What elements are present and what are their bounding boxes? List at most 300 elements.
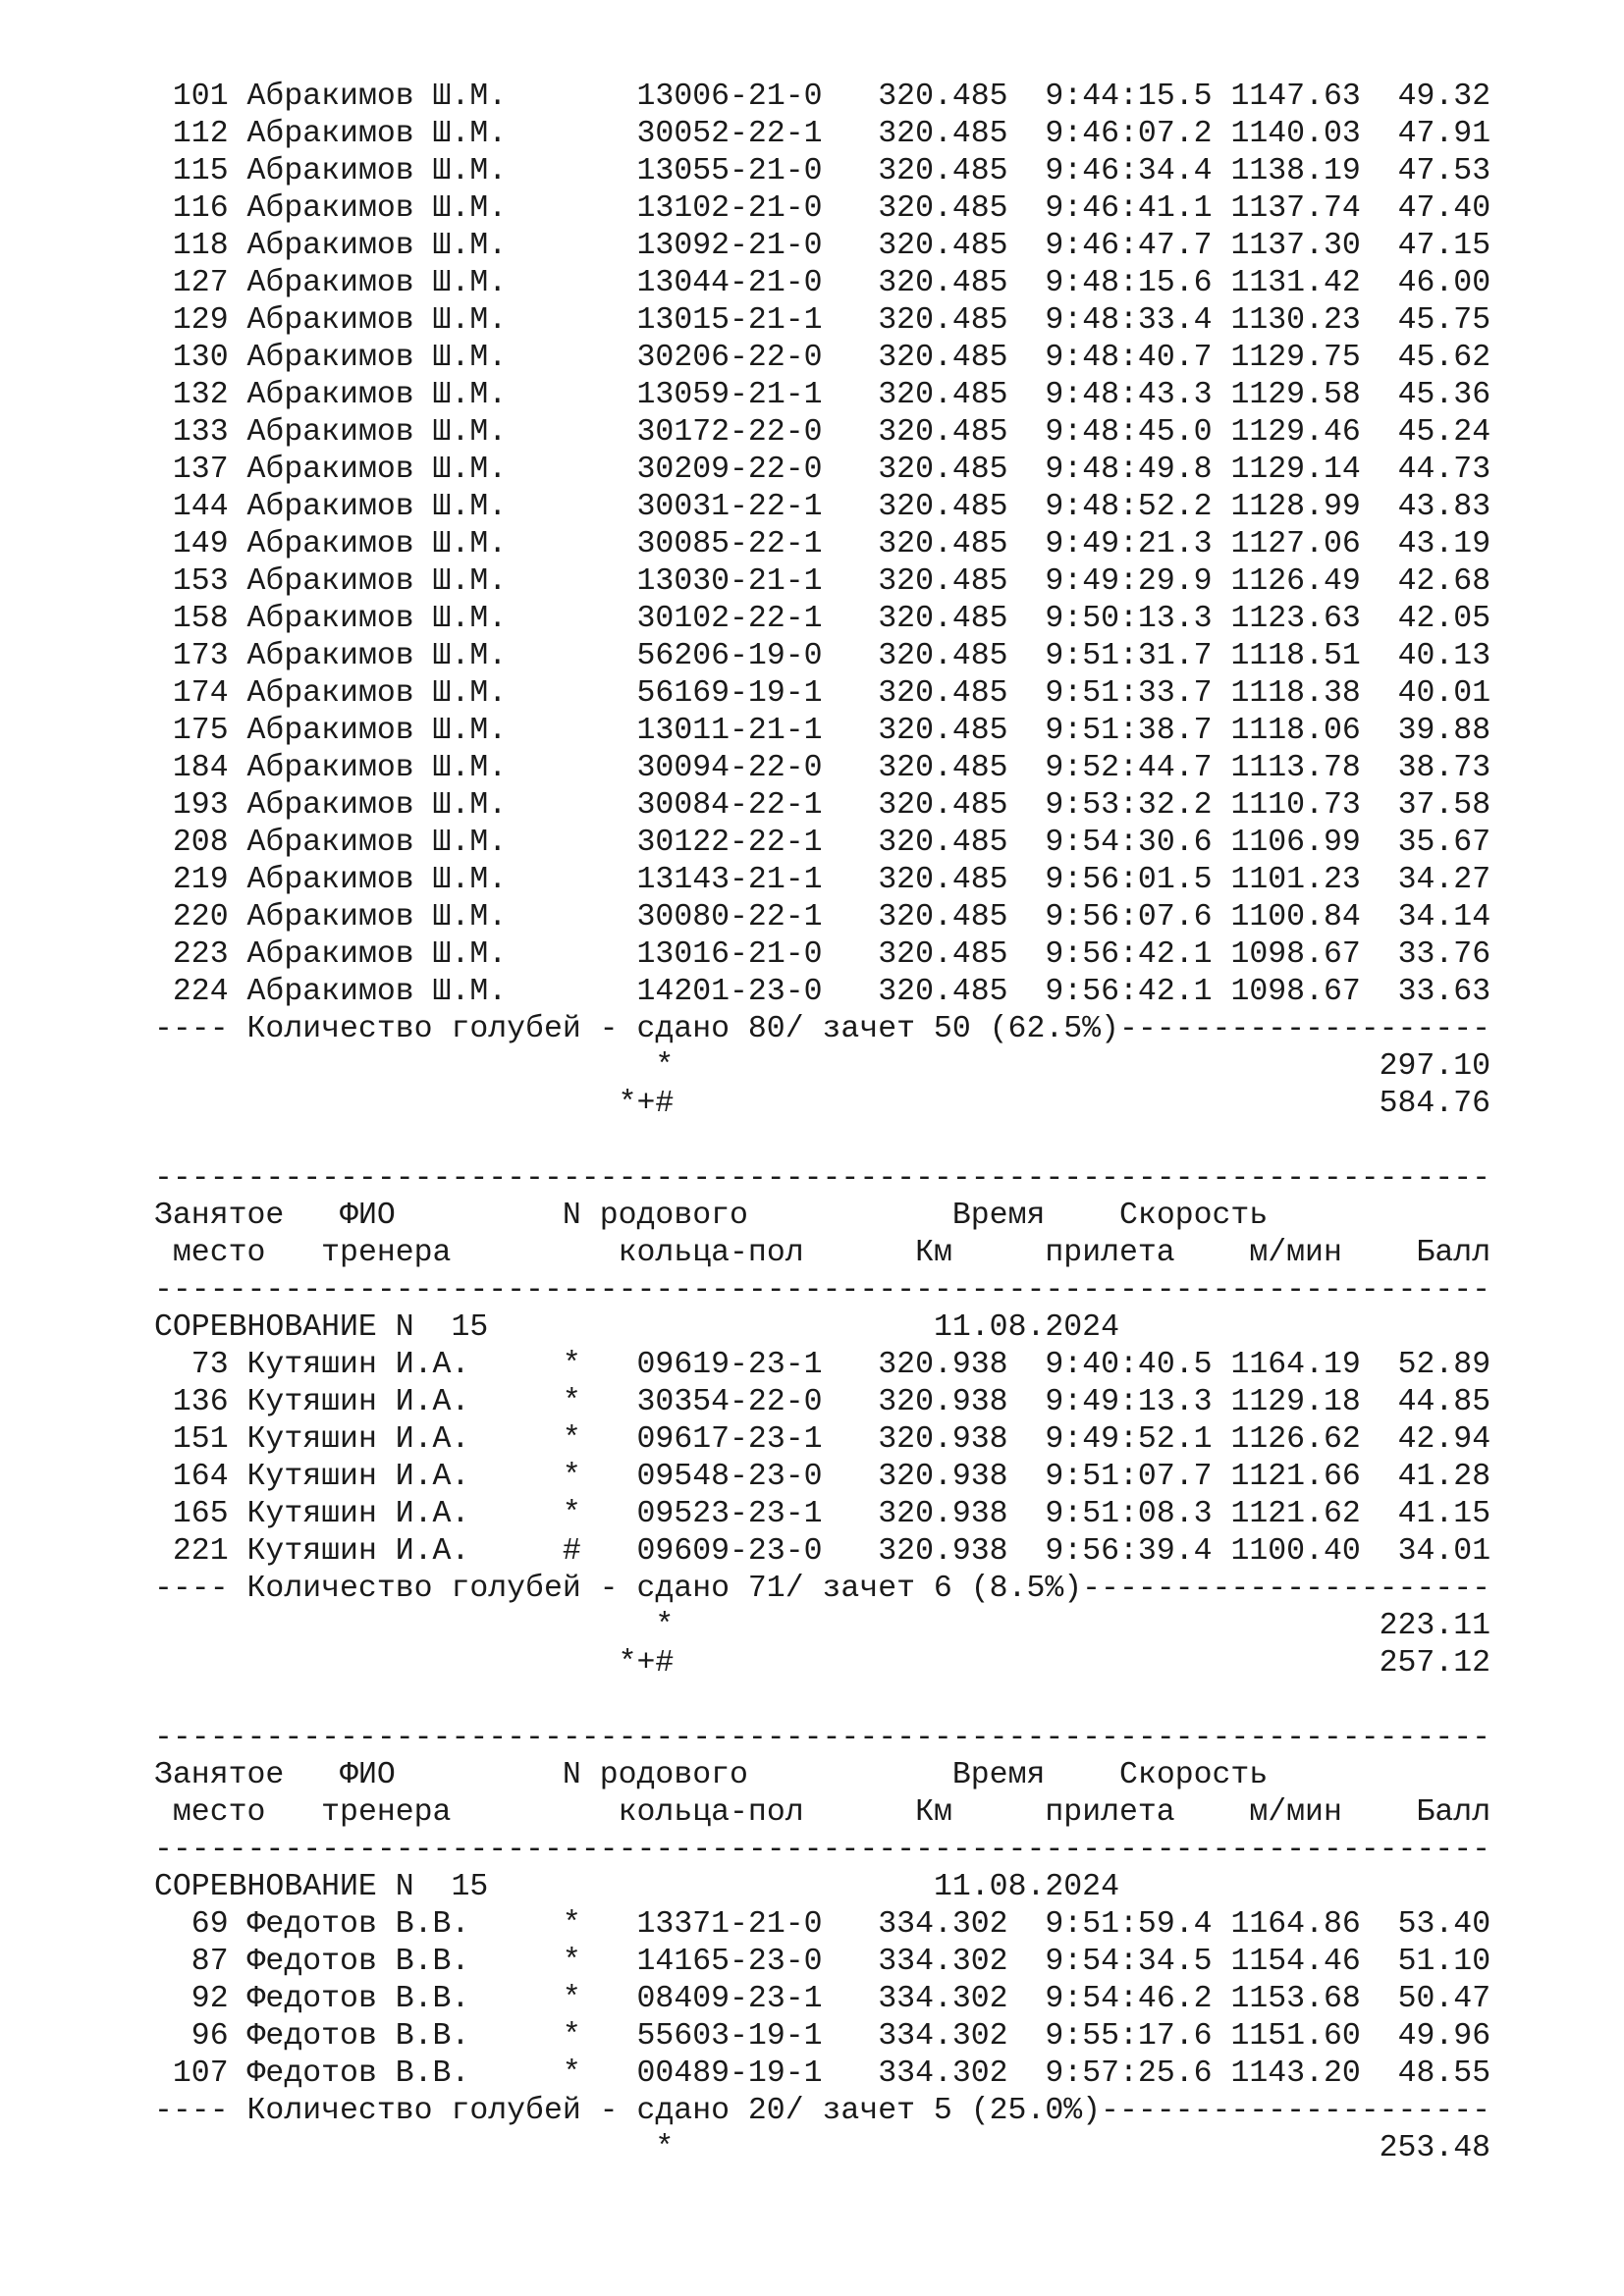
speed-cell: 1100.40 [1230, 1534, 1361, 1569]
score-cell: 52.89 [1360, 1348, 1491, 1382]
place-cell: 132 [172, 378, 229, 412]
table-row [154, 750, 1490, 787]
ring-cell: 56206-19-0 [636, 639, 879, 673]
place-cell: 175 [172, 714, 229, 748]
trainer-name-cell: Абракимов Ш.М. [246, 602, 563, 636]
ring-cell: 30102-22-1 [636, 602, 879, 636]
place-cell: 116 [172, 191, 229, 226]
speed-cell: 1128.99 [1230, 490, 1361, 524]
ring-cell: 13016-21-0 [636, 937, 879, 972]
km-cell: 320.485 [878, 341, 1046, 375]
total-value: 223.11 [1379, 1609, 1491, 1643]
arrival-time-cell: 9:56:01.5 [1045, 863, 1213, 897]
km-cell: 320.485 [878, 266, 1046, 300]
mark-cell: * [562, 1907, 637, 1942]
total-line [154, 1086, 1490, 1123]
arrival-time-cell: 9:46:34.4 [1045, 154, 1213, 188]
total-label: * [655, 2131, 675, 2165]
score-cell: 43.19 [1360, 527, 1491, 561]
place-cell: 153 [172, 564, 229, 599]
speed-cell: 1098.67 [1230, 937, 1361, 972]
speed-cell: 1164.86 [1230, 1907, 1361, 1942]
table-row [154, 228, 1490, 265]
mark-cell: * [562, 1385, 637, 1419]
place-cell: 149 [172, 527, 229, 561]
score-cell: 48.55 [1360, 2056, 1491, 2091]
mark-cell: * [562, 1982, 637, 2016]
trainer-name-cell: Федотов В.В. [246, 1945, 563, 1979]
km-cell: 320.485 [878, 714, 1046, 748]
speed-cell: 1100.84 [1230, 900, 1361, 934]
score-cell: 35.67 [1360, 826, 1491, 860]
table-row [154, 675, 1490, 713]
mark-cell [563, 714, 637, 748]
speed-cell: 1101.23 [1230, 863, 1361, 897]
place-cell: 165 [172, 1497, 229, 1531]
ring-cell: 56169-19-1 [636, 676, 879, 711]
speed-cell: 1137.30 [1230, 229, 1361, 263]
arrival-time-cell: 9:44:15.5 [1045, 80, 1213, 114]
total-line [154, 1608, 1490, 1645]
km-cell: 320.485 [878, 937, 1046, 972]
place-cell: 173 [172, 639, 229, 673]
km-cell: 334.302 [878, 1907, 1046, 1942]
mark-cell [563, 229, 637, 263]
table-row [154, 787, 1490, 825]
ring-cell: 13143-21-1 [636, 863, 879, 897]
table-row [154, 414, 1490, 452]
arrival-time-cell: 9:46:41.1 [1045, 191, 1213, 226]
trainer-name-cell: Абракимов Ш.М. [246, 788, 563, 823]
speed-cell: 1151.60 [1230, 2019, 1361, 2054]
mark-cell [563, 341, 637, 375]
mark-cell: * [562, 2056, 637, 2091]
place-cell: 184 [172, 751, 229, 785]
score-cell: 41.15 [1360, 1497, 1491, 1531]
place-cell: 220 [172, 900, 229, 934]
trainer-name-cell: Кутяшин И.А. [246, 1497, 563, 1531]
mark-cell [563, 788, 637, 823]
trainer-name-cell: Кутяшин И.А. [246, 1385, 563, 1419]
score-cell: 44.73 [1360, 453, 1491, 487]
speed-cell: 1106.99 [1230, 826, 1361, 860]
arrival-time-cell: 9:53:32.2 [1045, 788, 1213, 823]
ring-cell: 13044-21-0 [636, 266, 879, 300]
results-document [154, 79, 1490, 2167]
total-value: 253.48 [1379, 2131, 1491, 2165]
speed-cell: 1129.46 [1230, 415, 1361, 450]
arrival-time-cell: 9:57:25.6 [1045, 2056, 1213, 2091]
score-cell: 33.63 [1360, 975, 1491, 1009]
km-cell: 320.485 [878, 378, 1046, 412]
score-cell: 50.47 [1360, 1982, 1491, 2016]
table-row [154, 638, 1490, 675]
place-cell: 164 [172, 1460, 229, 1494]
table-row [154, 452, 1490, 489]
total-value: 257.12 [1379, 1646, 1491, 1681]
table-row [154, 2056, 1490, 2093]
ring-cell: 09617-23-1 [636, 1422, 879, 1457]
km-cell: 320.485 [878, 639, 1046, 673]
divider-rule: ------------------------------------------------------------------------ [154, 1161, 1491, 1196]
score-cell: 47.53 [1360, 154, 1491, 188]
km-cell: 334.302 [878, 1945, 1046, 1979]
place-cell: 87 [172, 1945, 229, 1979]
table-row [154, 1906, 1490, 1944]
km-cell: 320.485 [878, 303, 1046, 338]
place-cell: 127 [172, 266, 229, 300]
place-cell: 136 [172, 1385, 229, 1419]
speed-cell: 1127.06 [1230, 527, 1361, 561]
ring-cell: 09523-23-1 [636, 1497, 879, 1531]
speed-cell: 1098.67 [1230, 975, 1361, 1009]
km-cell: 320.938 [878, 1348, 1046, 1382]
total-value: 297.10 [1379, 1049, 1491, 1084]
arrival-time-cell: 9:51:38.7 [1045, 714, 1213, 748]
arrival-time-cell: 9:46:07.2 [1045, 117, 1213, 151]
ring-cell: 30122-22-1 [636, 826, 879, 860]
ring-cell: 30084-22-1 [636, 788, 879, 823]
speed-cell: 1164.19 [1230, 1348, 1361, 1382]
score-cell: 49.32 [1360, 80, 1491, 114]
place-cell: 118 [172, 229, 229, 263]
ring-cell: 13015-21-1 [636, 303, 879, 338]
table-row [154, 1421, 1490, 1459]
place-cell: 137 [172, 453, 229, 487]
place-cell: 92 [172, 1982, 229, 2016]
divider-rule: ------------------------------------------------------------------------ [154, 1833, 1491, 1867]
arrival-time-cell: 9:56:07.6 [1045, 900, 1213, 934]
trainer-name-cell: Абракимов Ш.М. [246, 826, 563, 860]
arrival-time-cell: 9:40:40.5 [1045, 1348, 1213, 1382]
km-cell: 320.938 [878, 1497, 1046, 1531]
mark-cell [563, 80, 637, 114]
km-cell: 320.485 [878, 490, 1046, 524]
place-cell: 73 [172, 1348, 229, 1382]
score-cell: 47.91 [1360, 117, 1491, 151]
competition-date: 11.08.2024 [933, 1870, 1119, 1904]
header-time-label: Время [951, 1758, 1046, 1792]
place-cell: 208 [172, 826, 229, 860]
mark-cell [563, 863, 637, 897]
header-ring-label-2: кольца-пол [618, 1236, 804, 1270]
score-cell: 41.28 [1360, 1460, 1491, 1494]
mark-cell [563, 751, 637, 785]
table-row [154, 2018, 1490, 2056]
speed-cell: 1140.03 [1230, 117, 1361, 151]
total-label: *+# [618, 1087, 675, 1121]
mark-cell [563, 527, 637, 561]
speed-cell: 1113.78 [1230, 751, 1361, 785]
total-line [154, 1048, 1490, 1086]
blank-line [154, 1123, 1490, 1160]
mark-cell [563, 154, 637, 188]
header-km-label: Км [915, 1795, 952, 1830]
speed-cell: 1118.38 [1230, 676, 1361, 711]
ring-cell: 13371-21-0 [636, 1907, 879, 1942]
table-row [154, 713, 1490, 750]
mark-cell [563, 415, 637, 450]
km-cell: 320.938 [878, 1385, 1046, 1419]
header-ring-label: N родового [562, 1758, 748, 1792]
score-cell: 40.13 [1360, 639, 1491, 673]
score-cell: 33.76 [1360, 937, 1491, 972]
place-cell: 223 [172, 937, 229, 972]
speed-cell: 1121.62 [1230, 1497, 1361, 1531]
score-cell: 39.88 [1360, 714, 1491, 748]
ring-cell: 30031-22-1 [636, 490, 879, 524]
ring-cell: 30172-22-0 [636, 415, 879, 450]
header-ring-label-2: кольца-пол [618, 1795, 804, 1830]
score-cell: 46.00 [1360, 266, 1491, 300]
score-cell: 47.40 [1360, 191, 1491, 226]
mark-cell [563, 490, 637, 524]
km-cell: 334.302 [878, 2056, 1046, 2091]
divider-rule: ------------------------------------------------------------------------ [154, 1721, 1491, 1755]
score-cell: 53.40 [1360, 1907, 1491, 1942]
summary-text: ---- Количество голубей - сдано 80/ зачет 50 (62.5%)-------------------- [154, 1012, 1491, 1046]
km-cell: 320.485 [878, 453, 1046, 487]
mark-cell: * [562, 1348, 637, 1382]
score-cell: 38.73 [1360, 751, 1491, 785]
trainer-name-cell: Абракимов Ш.М. [246, 154, 563, 188]
summary-line [154, 2093, 1490, 2130]
table-row [154, 1347, 1490, 1384]
arrival-time-cell: 9:56:42.1 [1045, 975, 1213, 1009]
mark-cell [563, 900, 637, 934]
mark-cell [563, 975, 637, 1009]
score-cell: 51.10 [1360, 1945, 1491, 1979]
speed-cell: 1129.14 [1230, 453, 1361, 487]
ring-cell: 55603-19-1 [636, 2019, 879, 2054]
arrival-time-cell: 9:54:34.5 [1045, 1945, 1213, 1979]
mark-cell: * [562, 1460, 637, 1494]
mark-cell [563, 453, 637, 487]
mark-cell [563, 266, 637, 300]
table-row [154, 936, 1490, 974]
arrival-time-cell: 9:49:13.3 [1045, 1385, 1213, 1419]
arrival-time-cell: 9:48:15.6 [1045, 266, 1213, 300]
ring-cell: 30085-22-1 [636, 527, 879, 561]
table-row [154, 862, 1490, 899]
mark-cell [563, 826, 637, 860]
arrival-time-cell: 9:56:42.1 [1045, 937, 1213, 972]
column-header-top [154, 1757, 1490, 1794]
mark-cell [563, 117, 637, 151]
arrival-time-cell: 9:48:40.7 [1045, 341, 1213, 375]
summary-text: ---- Количество голубей - сдано 71/ зачет 6 (8.5%)---------------------- [154, 1572, 1491, 1606]
header-place-label: Занятое [154, 1758, 285, 1792]
mark-cell [563, 303, 637, 338]
km-cell: 320.485 [878, 191, 1046, 226]
header-place-label-2: место [172, 1236, 266, 1270]
column-header-bottom [154, 1794, 1490, 1832]
table-row [154, 1384, 1490, 1421]
table-row [154, 1981, 1490, 2018]
km-cell: 320.485 [878, 751, 1046, 785]
summary-line [154, 1011, 1490, 1048]
trainer-name-cell: Кутяшин И.А. [246, 1422, 563, 1457]
trainer-name-cell: Федотов В.В. [246, 1982, 563, 2016]
km-cell: 320.485 [878, 80, 1046, 114]
mark-cell [563, 937, 637, 972]
column-header-top [154, 1198, 1490, 1235]
total-value: 584.76 [1379, 1087, 1491, 1121]
header-time-label-2: прилета [1045, 1236, 1175, 1270]
mark-cell: * [562, 2019, 637, 2054]
table-row [154, 153, 1490, 190]
trainer-name-cell: Абракимов Ш.М. [246, 676, 563, 711]
speed-cell: 1138.19 [1230, 154, 1361, 188]
competition-title: СОРЕВНОВАНИЕ N 15 [154, 1310, 489, 1345]
table-row [154, 601, 1490, 638]
arrival-time-cell: 9:51:33.7 [1045, 676, 1213, 711]
header-score-label: Балл [1416, 1795, 1491, 1830]
trainer-name-cell: Абракимов Ш.М. [246, 527, 563, 561]
place-cell: 129 [172, 303, 229, 338]
place-cell: 115 [172, 154, 229, 188]
trainer-name-cell: Абракимов Ш.М. [246, 378, 563, 412]
speed-cell: 1147.63 [1230, 80, 1361, 114]
ring-cell: 14165-23-0 [636, 1945, 879, 1979]
place-cell: 151 [172, 1422, 229, 1457]
trainer-name-cell: Федотов В.В. [246, 2019, 563, 2054]
header-speed-label: Скорость [1119, 1758, 1269, 1792]
arrival-time-cell: 9:50:13.3 [1045, 602, 1213, 636]
score-cell: 34.27 [1360, 863, 1491, 897]
ring-cell: 09609-23-0 [636, 1534, 879, 1569]
trainer-name-cell: Абракимов Ш.М. [246, 490, 563, 524]
km-cell: 334.302 [878, 2019, 1046, 2054]
place-cell: 193 [172, 788, 229, 823]
table-row [154, 563, 1490, 601]
km-cell: 320.485 [878, 863, 1046, 897]
table-row [154, 1944, 1490, 1981]
arrival-time-cell: 9:54:46.2 [1045, 1982, 1213, 2016]
km-cell: 320.485 [878, 602, 1046, 636]
competition-title: СОРЕВНОВАНИЕ N 15 [154, 1870, 489, 1904]
trainer-name-cell: Абракимов Ш.М. [246, 117, 563, 151]
ring-cell: 13102-21-0 [636, 191, 879, 226]
header-place-label: Занятое [154, 1199, 285, 1233]
score-cell: 34.01 [1360, 1534, 1491, 1569]
table-row [154, 526, 1490, 563]
total-line [154, 1645, 1490, 1682]
header-time-label: Время [951, 1199, 1046, 1233]
table-row [154, 825, 1490, 862]
trainer-name-cell: Абракимов Ш.М. [246, 639, 563, 673]
arrival-time-cell: 9:49:21.3 [1045, 527, 1213, 561]
arrival-time-cell: 9:48:43.3 [1045, 378, 1213, 412]
score-cell: 42.05 [1360, 602, 1491, 636]
table-row [154, 377, 1490, 414]
trainer-name-cell: Федотов В.В. [246, 2056, 563, 2091]
trainer-name-cell: Кутяшин И.А. [246, 1534, 563, 1569]
trainer-name-cell: Абракимов Ш.М. [246, 191, 563, 226]
mark-cell: * [562, 1497, 637, 1531]
speed-cell: 1110.73 [1230, 788, 1361, 823]
ring-cell: 13011-21-1 [636, 714, 879, 748]
header-speed-label: Скорость [1119, 1199, 1269, 1233]
mark-cell [563, 191, 637, 226]
ring-cell: 14201-23-0 [636, 975, 879, 1009]
speed-cell: 1130.23 [1230, 303, 1361, 338]
speed-cell: 1118.51 [1230, 639, 1361, 673]
column-header-bottom [154, 1235, 1490, 1272]
km-cell: 334.302 [878, 1982, 1046, 2016]
table-row [154, 190, 1490, 228]
summary-line [154, 1571, 1490, 1608]
trainer-name-cell: Абракимов Ш.М. [246, 415, 563, 450]
ring-cell: 08409-23-1 [636, 1982, 879, 2016]
table-row [154, 899, 1490, 936]
summary-text: ---- Количество голубей - сдано 20/ зачет 5 (25.0%)--------------------- [154, 2094, 1491, 2128]
score-cell: 34.14 [1360, 900, 1491, 934]
arrival-time-cell: 9:54:30.6 [1045, 826, 1213, 860]
place-cell: 221 [172, 1534, 229, 1569]
table-row [154, 1459, 1490, 1496]
ring-cell: 00489-19-1 [636, 2056, 879, 2091]
trainer-name-cell: Абракимов Ш.М. [246, 564, 563, 599]
table-row [154, 489, 1490, 526]
arrival-time-cell: 9:48:33.4 [1045, 303, 1213, 338]
speed-cell: 1121.66 [1230, 1460, 1361, 1494]
score-cell: 45.24 [1360, 415, 1491, 450]
km-cell: 320.485 [878, 788, 1046, 823]
speed-cell: 1118.06 [1230, 714, 1361, 748]
speed-cell: 1129.58 [1230, 378, 1361, 412]
trainer-name-cell: Абракимов Ш.М. [246, 751, 563, 785]
km-cell: 320.485 [878, 154, 1046, 188]
trainer-name-cell: Кутяшин И.А. [246, 1348, 563, 1382]
ring-cell: 30094-22-0 [636, 751, 879, 785]
divider-rule: ------------------------------------------------------------------------ [154, 1273, 1491, 1308]
place-cell: 174 [172, 676, 229, 711]
ring-cell: 13055-21-0 [636, 154, 879, 188]
trainer-name-cell: Абракимов Ш.М. [246, 937, 563, 972]
place-cell: 133 [172, 415, 229, 450]
total-label: * [655, 1049, 675, 1084]
km-cell: 320.938 [878, 1460, 1046, 1494]
header-name-label: ФИО [340, 1199, 396, 1233]
arrival-time-cell: 9:49:52.1 [1045, 1422, 1213, 1457]
trainer-name-cell: Абракимов Ш.М. [246, 453, 563, 487]
score-cell: 45.62 [1360, 341, 1491, 375]
header-speed-label-2: м/мин [1249, 1236, 1342, 1270]
arrival-time-cell: 9:56:39.4 [1045, 1534, 1213, 1569]
score-cell: 43.83 [1360, 490, 1491, 524]
score-cell: 42.68 [1360, 564, 1491, 599]
table-row [154, 265, 1490, 302]
ring-cell: 09548-23-0 [636, 1460, 879, 1494]
mark-cell [563, 676, 637, 711]
total-line [154, 2130, 1490, 2167]
score-cell: 47.15 [1360, 229, 1491, 263]
arrival-time-cell: 9:51:59.4 [1045, 1907, 1213, 1942]
table-row [154, 79, 1490, 116]
place-cell: 130 [172, 341, 229, 375]
speed-cell: 1123.63 [1230, 602, 1361, 636]
score-cell: 37.58 [1360, 788, 1491, 823]
mark-cell: * [562, 1422, 637, 1457]
ring-cell: 13006-21-0 [636, 80, 879, 114]
score-cell: 40.01 [1360, 676, 1491, 711]
ring-cell: 30209-22-0 [636, 453, 879, 487]
arrival-time-cell: 9:51:31.7 [1045, 639, 1213, 673]
total-label: *+# [618, 1646, 675, 1681]
km-cell: 320.485 [878, 900, 1046, 934]
trainer-name-cell: Абракимов Ш.М. [246, 900, 563, 934]
